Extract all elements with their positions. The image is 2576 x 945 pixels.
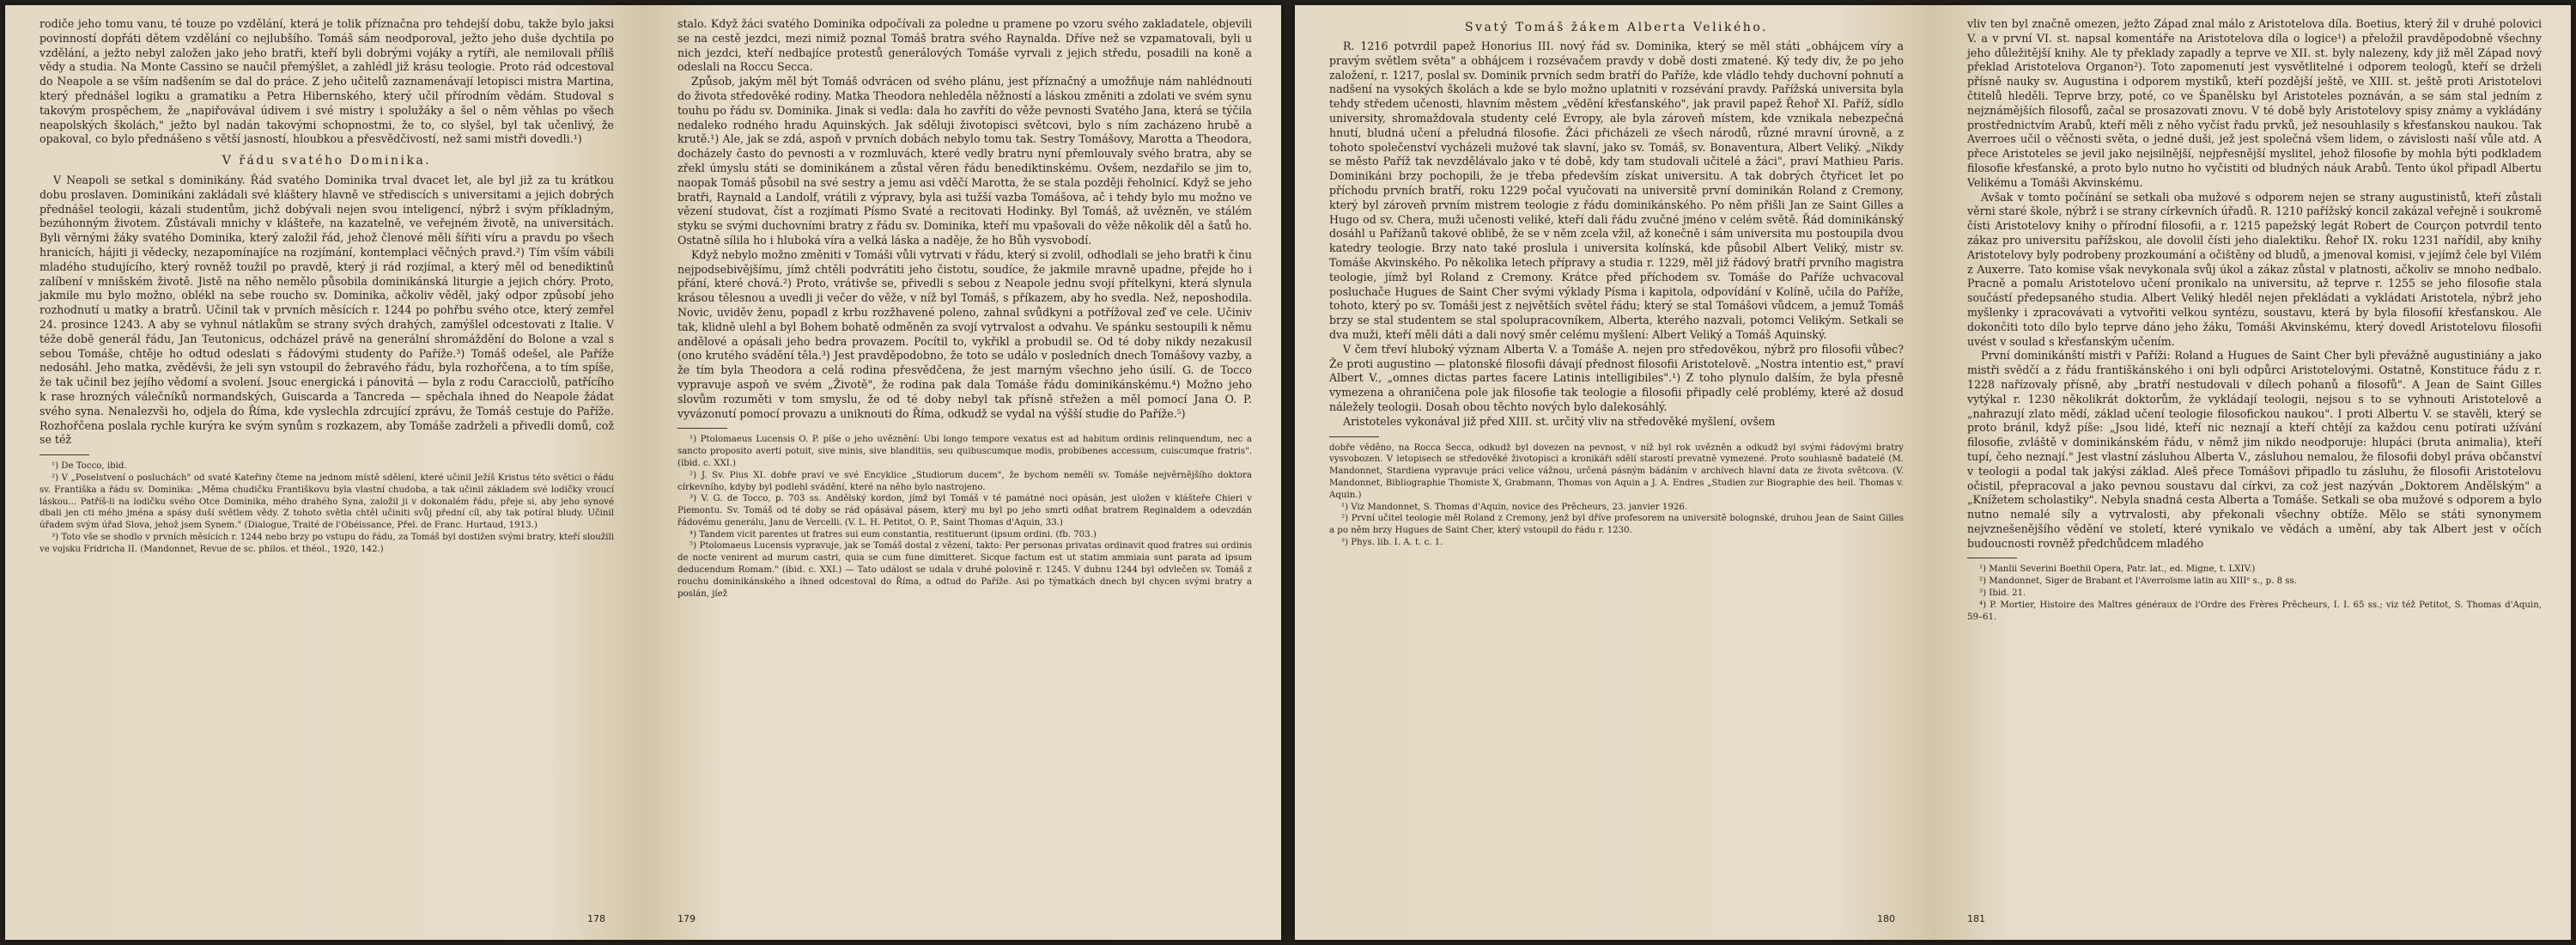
page-180: [1295, 5, 1933, 940]
page-number: 180: [1877, 913, 1895, 924]
footnote: ¹) Ptolomaeus Lucensis O. P. píše o jeho uvěznění: Ubi longo tempore vexatus est ad habitum ordinis relinquendum, nec a sancto proposito averti potuit, sive minis, sive blanditiis, seu quibuscumque modis, probibenes accessum, cuiscumque fratris". (ibid. c. XXI.): [677, 435, 1252, 468]
book-spread-left: [5, 5, 1281, 940]
page-number: 181: [1967, 913, 1985, 924]
footnote: ³) Ibid. 21.: [1979, 588, 2026, 599]
footnote: ¹) Manlii Severini Boethii Opera, Patr. lat., ed. Migne, t. LXIV.): [1979, 564, 2256, 575]
paragraph: Aristoteles vykonával již před XIII. st. určitý vliv na středověké myšlení, ovšem: [1343, 414, 1776, 428]
chapter-heading: Svatý Tomáš žákem Alberta Velikého.: [1465, 21, 1768, 34]
paragraph: V Neapoli se setkal s dominikány. Řád svatého Dominika trval dvacet let, ale byl již za tu krátkou dobu proslaven. Dominikáni zakládali své kláštery hlavně ve střediscích s universitami a jejich dobrých přednášel teologii, kázali studentům, jichž dobývali nejen svou inteligencí, nýbrž i svým příkladným, bezúhonným životem. Zůstávali mnichy v klášteře, na kazatelně, ve veřejném životě, na universitách. Byli věrnými žáky svatého Dominika, který založil řád, jehož členové měli šířiti víru a pravdu po všech hranicích, hájiti ji vědecky, nezapomínajíce na rozjímání, kontemplaci věčných pravd.²) Tím vším vábili mladého studujícího, který rovněž toužil po pravdě, který ji rád rozjímal, a který měl od benediktinů zalíbení v mnišském životě. Jistě na něho nemělo působila dominikánská liturgie a jejich chóry. Proto, jakmile mu bylo možno, oblékl na sebe roucho sv. Dominika, ačkoliv věděl, jaký odpor způsobí jeho rozhodnutí u matky a bratrů. Učinil tak v prvních měsících r. 1244 po pohřbu svého otce, který zemřel 24. prosince 1243. A aby se vyhnul nátlakům se strany svých drahých, zamýšlel odcestovati z Italie. V téže době generál řádu, Jan Teutonicus, odcházel právě na generální shromáždění do Bolone a vzal s sebou Tomáše, chtěje ho odtud odeslati s řádovými studenty do Paříže.³) Tomáš odešel, ale Paříže nedosáhl. Jeho matka, zvěděvši, že jeli syn vstoupil do žebravého řádu, byla rozhořčena, a to tím spíše, že tak učinil bez jejího vědomí a svolení. Jsouc energická i pánovitá — byla z rodu Caracciolů, patřícího k rase hrozných válečníků normandských, Guiscarda a Tancreda — spěchala ihned do Neapole žádat svého syna. Nenalezvši ho, odjela do Říma, kde vyslechla zdrcující zprávu, že Tomáš cestuje do Paříže. Rozhořčena poslala rychle kurýra ke svým synům s rozkazem, aby Tomáše zadrželi a přivedli domů, což se též: [39, 173, 614, 447]
footnote: ¹) De Tocco, ibid.: [52, 461, 127, 472]
paragraph: vliv ten byl značně omezen, ježto Západ znal málo z Aristotelova díla. Boetius, který žil v druhé polovici V. a v první VI. st. napsal komentáře na Aristotelova díla o logice¹) a přeložil pravděpodobně všechny jeho důležitější knihy. Ale ty překlady zapadly a teprve ve XII. st. byly nalezeny, kdy již měl Západ nový překlad Aristotelova Organon²). Toto zapomenutí jest vysvětlitelné i odporem teologů, kteří se drželi přísně nauky sv. Augustina i odporem mystiků, kteří pozdější ještě, ve XIII. st. ještě proti Aristotelovi čtitelů hleděli. Teprve brzy, poté, co ve Španělsku byl Aristoteles poznáván, a se sám stal jedním z nejznámějších filosofů, začal se prosazovati znovu. V té době byly Aristotelovy spisy známy a vykládány prostřednictvím Arabů, kteří měli z něho vyčíst řadu prvků, jež nesouhlasily s křesťanskou naukou. Tak Averroes učil o věčnosti světa, o jedné duši, jež jest společná všem lidem, o závislosti naší vůle atd. A přece Aristoteles se jevil jako nejsilnější, nejpřesnější myslitel, jehož filosofie by mohla býti podkladem filosofie křesťanské, a proto bylo nutno ho vyčistiti od bludných náuk Arabů. Tento úkol připadl Albertu Velikému a Tomáši Akvinskému.: [1967, 17, 2542, 189]
footnote: ⁵) Ptolomaeus Lucensis vypravuje, jak se Tomáš dostal z vězení, takto: Per personas privatas ordinavit quod fratres sui ordinis de nocte venirent ad murum castri, quia se cum fune dimitteret. Sicque factum est ut statim ammiaia sunt parata ad ipsum deducendum Romam." (ibid. c. XXI.) — Tato událost se udala v druhé polovině r. 1245. V dubnu 1244 byl odvlečen sv. Tomáš z rouchu dominikánského a ihned odcestoval do Říma, a odtud do Paříže. Asi po týmatkách dnech byl chycen svými bratry a poslán, jíež: [677, 541, 1252, 599]
page-181: [1933, 5, 2571, 940]
page-179: [643, 5, 1281, 940]
paragraph: První dominikánští mistři v Paříži: Roland a Hugues de Saint Cher byli převážně augustiniány a jako mistři svědčí a z řádu františkánského i oni byli odpůrci Aristotelovými. Ostatně, Konstituce řádu z r. 1228 nařízovaly přísně, aby „bratří nestudovali v dílech pohanů a filosofů". A Jean de Saint Gilles vytýkal r. 1230 několikrát doktorům, že vykládají teologii, nejsou s to se vyhnouti Aristotelově a „nahrazují zlato mědí, základ učení teologie filosofickou naukou". I proti Albertu V. se stavěli, který se proto bránil, když píše: „Jsou lidé, kteří nic neznají a kteří chtějí za každou cenu potírati užívání filosofie, zvláště v dominikánském řádu, v němž jim nikdo neodporuje: hlupáci (bruta animalia), kteří tupí, čeho neznají." Jest vlastní zásluhou Alberta V., zásluhou nemalou, že filosofii dobyl práva občanství v teologii a podal tak jakýsi základ. Aleš přece Tomášovi připadlo tu zásluhu, že filosofii Aristotelovu očistil, přepracoval a jako pevnou soustavu dal církvi, za což jest nazýván „Doktorem Andělským" a „Knížetem scholastiky". Nebyla snadná cesta Alberta a Tomáše. Setkali se oba mužové s odporem a bylo nutno nemalé síly a vytrvalosti, aby překonali všechny obtíže. Mělo se státi synonymem nejvznešenějšího vědění ve století, které vynikalo ve vědách a umění, aby tak Albert jest v očích budoucnosti rovněž předchůdcem mladého: [1967, 349, 2542, 550]
chapter-heading: V řádu svatého Dominika.: [222, 154, 432, 168]
body-text: [39, 17, 614, 448]
paragraph: V čem třeví hluboký význam Alberta V. a Tomáše A. nejen pro středověkou, nýbrž pro filosofii vůbec? Že proti augustino — platonské filosofii dávají přednost filosofii Aristotelově. „Nostra intentio est," praví Albert V., „omnes dictas partes facere Latinis intelligibiles".¹) Z toho plynulo dalším, že byla přesně vymezena a ohraničena pole jak filosofie tak teologie a filosofii připadly celé problémy, které až dosud náležely teologii. Dosah obou těchto nových bylo dalekosáhlý.: [1329, 342, 1904, 413]
footnote: ²) J. Sv. Pius XI. dobře praví ve své Encyklice „Studiorum ducem", že bychom neměli sv. Tomáše nejvěrnějšího doktora církevního, kdyby byl podlehl svádění, které na něho bylo nastrojeno.: [677, 470, 1252, 492]
paragraph: stalo. Když žáci svatého Dominika odpočívali za poledne u pramene po vzoru svého zakladatele, objevili se na cestě jezdci, mezi nimiž poznal Tomáš bratra svého Raynalda. Dříve než se vzpamatovali, byli u nich jezdci, kteří nedbajíce protestů generálových Tomáše vyrvali z jejich středu, posadili na koně a odeslali na Roccu Secca.: [677, 17, 1252, 74]
footnote: ⁴) P. Mortier, Histoire des Maîtres généraux de l'Ordre des Frères Prêcheurs, I. I. 65 ss.; viz též Petitot, S. Thomas d'Aquin, 59–61.: [1967, 600, 2542, 622]
paragraph: rodiče jeho tomu vanu, té touze po vzdělání, která je tolik příznačna pro tehdejší dobu, takže bylo jaksi povinností dopřáti dětem vzdělání co nejlubšího. Tomáš sám neodporoval, ježto jeho duše dychtila po vzdělání, a ježto nebyl založen jako jeho bratři, kteří byli dobrými vojáky a rytíři, ale nemilovali příliš vědy a studia. Na Monte Cassino se naučil přemýšlet, a zahlédl již krásu teologie. Proto rád odcestoval do Neapole a se vším nadšením se dal do práce. Z jeho učitelů zaznamenávají letopisci mistra Martina, který přednášel logiku a gramatiku a Petra Hibernského, který učil přírodním vědám. Studoval s takovým prospěchem, že „napiřovával údivem i své mistry i spolužáky a šel o něm věhlas po všech neapolských školách," ježto byl nadán takovými schopnostmi, že to, co slyšel, byl tak učenlivý, že opakoval, co bylo přednášeno s větší jasností, hloubkou a přesvědčivostí, než sami mistři dovedli.¹): [39, 17, 614, 146]
footnote: ²) V „Poselstvení o posluchách" od svaté Kateřiny čteme na jednom místě sdělení, které učinil Ježíš Kristus této světici o řádu sv. Františka a řádu sv. Dominika: „Měma chudičku Františkovu byla vlastní chudoba, a tak učinil základem své lodičky vroucí láskou... Patříš-li na lodičku svého Otce Dominika, mého drahého Syna, založil ji v dokonalém řádu, přeje si, aby jeho synové dbali jen cti mého jména a spásy duší světlem vědy. Z tohoto světla chtěl učiniti svůj přední cíl, aby tak potíral bludy. Učinil úřadem svým úřad Slova, jehož jsem Synem." (Dialogue, Traité de l'Obéissance, Přel. de Franc. Hurtaud, 1913.): [39, 472, 614, 531]
page-number: 179: [677, 913, 696, 924]
footnote: ³) Toto vše se shodlo v prvních měsících r. 1244 nebo brzy po vstupu do řádu, za Tomáš byl dostižen svými bratry, kteří sloužili ve vojsku Fridricha II. (Mandonnet, Revue de sc. philos. et théol., 1920, 142.): [39, 532, 614, 554]
body-text: [677, 17, 1252, 421]
footnotes: [39, 460, 614, 555]
footnote-rule: [39, 454, 89, 455]
footnote-rule: [677, 428, 727, 429]
book-spread-right: [1295, 5, 2571, 940]
paragraph: R. 1216 potvrdil papež Honorius III. nový řád sv. Dominika, který se měl státi „obhájcem víry a pravým světlem světa" a obhájcem i rozsévačem pravdy v době dosti zmatené. Ký tedy div, že po jeho založení, r. 1217, poslal sv. Dominik prvních sedm bratří do Paříže, kde vládlo tehdy duchovní pohnutí a nadšení na vysokých školách a kde se bylo možno uplatniti v rozsévání pravdy. Pařížská universita byla tehdy středem učenosti, hlavním městem „vědění křesťanského", jak pravil papež Řehoř XI. Paříž, sídlo university, shromaždovala studenty celé Evropy, ale byla zároveň místem, kde vznikala nebezpečná hnutí, bludná učení a přeludná filosofie. Žáci přicházeli ze všech národů, různé mravní úrovně, a z tohoto společenství vycházeli mužové tak slavní, jako sv. Tomáš, sv. Bonaventura, Albert Veliký. „Nikdy se město Paříž tak nevzdělávalo jako v té době, kdy tam studovali učitelé a žáci", praví Mathieu Paris. Dominikáni brzy pochopili, že je třeba především získat universitu. A tak dobrých čtyřicet let po příchodu prvních bratří, roku 1229 počal vyučovati na universitě první dominikán Roland z Cremony, který byl zároveň prvním mistrem teologie z řádu dominikánského. Po něm přišli Jan ze Saint Gilles a Hugo od sv. Chera, muži učenosti veliké, kteří dali řádu zvučné jméno v celém světě. Řád dominikánský dosáhl u Pařížanů takové oblibě, že se v něm zcela vžil, až konečně i sám universita mu postoupila dvou katedry teologie. Brzy nato také proslula i universita kolínská, kde působil Albert Veliký, mistr sv. Tomáše Akvinského. Po několika letech přípravy a studia r. 1229, měl již řádový bratří prvního magistra teologie, jímž byl Roland z Cremony. Krátce před příchodem sv. Tomáše do Paříže uchvacoval posluchače Hugues de Saint Cher svými výklady Písma i kapitola, odpovídání v Kolíně, učila do Paříže, tohoto, který po sv. Tomáši jest z největších světel řádu; který se stal Tomášovi vůdcem, a jemuž Tomáš brzy se stal studentem se stal spolupracovníkem, Alberta, kterého nazvali, potomci Velikým. Setkali se dva muži, kteří měli dáti a dali nový směr celému myšlení: Albert Veliký a Tomáš Aquinský.: [1329, 40, 1904, 341]
footnotes: [1967, 564, 2542, 623]
footnote: ¹) Viz Mandonnet, S. Thomas d'Aquin, novice des Prêcheurs, 23. janvier 1926.: [1341, 502, 1688, 512]
footnote: ²) Mandonnet, Siger de Brabant et l'Averroïsme latin au XIIIᵉ s., p. 8 ss.: [1979, 576, 2297, 587]
footnote-rule: [1329, 436, 1379, 437]
footnote: ³) V. G. de Tocco, p. 703 ss. Andělský kordon, jímž byl Tomáš v té památné noci opásán, jest uložen v klášteře Chieri v Piemontu. Sv. Tomáš od té doby se rád opásával pásem, který mu byl po jeho smrti odňat bratrem Reginaldem a odevzdán řádovému generálu, Janu de Vercelli. (V. L. H. Petitot, O. P., Saint Thomas d'Aquin, 33.): [677, 494, 1252, 527]
body-text: [1329, 40, 1904, 430]
paragraph: Způsob, jakým měl být Tomáš odvrácen od svého plánu, jest příznačný a umožňuje nám nahlédnouti do života středověké rodiny. Matka Theodora nehleděla něžností a láskou změniti a zdolati ve svém synu touhu po řádu sv. Dominika. Jinak si vedla: dala ho zavříti do věže pevnosti Svatého Jana, která se týčila nedaleko rodného hradu Aquinských. Jak sděluji životopisci světcovi, bylo s ním zacházeno hrubě a krutě.¹) Ale, jak se zdá, aspoň v prvních dobách nebylo tomu tak. Sestry Tomášovy, Marotta a Theodora, docházely často do pevnosti a v rozmluvách, které vedly bratru nyní přemlouvaly svého bratra, aby se zřekl úmyslu státi se dominikánem a zůstal věren řádu benediktinskému. Ovšem, nezdařilo se jim to, naopak Tomáš působil na své sestry a jemu asi vděčí Marotta, že se stala později řeholnicí. Když se jeho bratři, Raynald a Landolf, vrátili z výpravy, byla asi tužší vazba Tomášova, ač i tehdy bylo mu možno ve vězení studovat, číst a rozjímati Písmo Svaté a recitovati Hodinky. Byl Tomáš, až uvězněn, ve stálém styku se svými duchovními bratry z řádu sv. Dominika, kteří mu vpašovali do věže několik děl a šatů ho. Ostatně sílila ho i hluboká víra a velká láska a naděje, že ho Bůh vysvobodí.: [677, 75, 1252, 247]
footnote: ²) První učitel teologie měl Roland z Cremony, jenž byl dříve profesorem na universitě bolognské, druhou Jean de Saint Gilles a po něm brzy Hugues de Saint Cher, který vstoupil do řádu r. 1230.: [1329, 514, 1904, 536]
body-text: [1967, 17, 2542, 551]
paragraph: Když nebylo možno změniti v Tomáši vůli vytrvati v řádu, který si zvolil, odhodlali se jeho bratři k činu nejpodsebivějšímu, jímž chtěli podvrátiti jeho čistotu, soudíce, že jakmile mravně upadne, přejde ho i přání, které chová.²) Proto, vrátivše se, přivedli s sebou z Neapole jednu svojí přítelkyni, která slynula krásou tělesnou a uvedli ji večer do věže, v níž byl Tomáš, s příkazem, aby ho svedla. Než, neposhodila. Novic, uviděv ženu, popadl z krbu rozžhavené poleno, zahnal svůdkyni a potřížoval zeď ve cele. Učiniv tak, klidně ulehl a byl Bohem bohatě odměněn za svojí vytrvalost a odvahu. Ve spánku sestoupili k němu andělové a opásali jeho bedra provazem. Pocítil to, vykřikl a probudil se. Od té doby nikdy nezakusil (ono krutého svádění těla.³) Jest pravděpodobno, že toto se událo v posledních dnech Tomášovy vazby, a že tím byla Theodora a celá rodina přesvědčena, že jest marným všechno jeho úsilí. G. de Tocco vypravuje aspoň ve svém „Životě", že rodina pak dala Tomáše řádu dominikánskému.⁴) Možno jeho slovům rozuměti v tom smyslu, že od té doby nebyl tak přísně střežen a měl pomocí Jana O. P. vyvázonutí pomocí provazu a uniknouti do Říma, odkudž se vydal na výšší studie do Paříže.⁵): [677, 247, 1252, 420]
page-178: [5, 5, 643, 940]
footnote: ⁴) Tandem vicit parentes ut fratres sui eum constantia, restituerunt (ipsum ordini. (fb. 703.): [690, 529, 1097, 540]
footnote: ³) Phys. lib. I. A. t. c. 1.: [1341, 537, 1443, 547]
footnote: dobře věděno, na Rocca Secca, odkudž byl dovezen na pevnost, v níž byl rok uvězněn a odkudž byl svými řádovými bratry vysvobozen. V letopisech se středověké životopisci a kronikáři sdělí starostí prevatně vymezené. Proto souhlasně badatelé (M. Mandonnet, Stardiena vypravuje práci velice vážnou, určená pásným bádáním v archívech hlavní data ze života světcova. (V. Mandonnet, Bibliographie Thomiste X, Grabmann, Thomas von Aquin a J. A. Endres „Studien zur Biographie des heil. Thomas v. Aquin.): [1329, 442, 1904, 500]
page-number: 178: [587, 913, 605, 924]
footnotes: [1329, 442, 1904, 549]
footnotes: [677, 434, 1252, 600]
paragraph: Avšak v tomto počínání se setkali oba mužové s odporem nejen se strany augustinistů, kteří zůstali věrni staré škole, nýbrž i se strany církevních úřadů. R. 1210 pařížský koncil zakázal veřejně i soukromě čísti Aristotelovy knihy o přírodní filosofii, a r. 1215 papežský legát Robert de Courçon potvrdil tento zákaz pro universitu pařížskou, ale dovolil čísti jeho dialektiku. Řehoř IX. roku 1231 nařídil, aby knihy Aristotelovy byly podrobeny prozkoumání a očištěny od bludů, a jmenoval komisi, v jejímž čele byl Vilém z Auxerre. Tato komise však nevykonala svůj úkol a zákaz zůstal v platnosti, ačkoliv se mnoho nedbalo. Pracně a pomalu Aristotelovo učení pronikalo na universitu, až teprve r. 1255 se jeho filosofie stala součástí předepsaného studia. Albert Veliký hleděl nejen překládati a vykládati Aristotela, nýbrž jeho myšlenky i zpracovávati a vytvořiti velkou syntézu, soustavu, která by byla filosofií křesťanskou. Ale dokončiti toto dílo bylo teprve dáno jeho žáku, Tomáši Akvinskému, který dovedl Aristotelovu filosofii uvést v soulad s křesťanským učením.: [1967, 190, 2542, 348]
